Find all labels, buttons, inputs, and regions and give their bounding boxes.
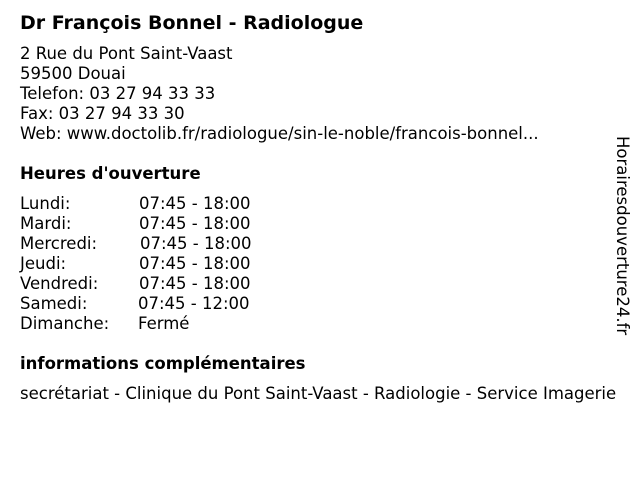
hours-row-monday [20,194,320,214]
hours-row-sunday [20,314,320,334]
site-watermark: Horairesdouverture24.fr [613,136,632,336]
day-label: Lundi: [20,194,71,213]
hours-row-tuesday [20,214,320,234]
time-value: 07:45 - 12:00 [138,294,250,313]
time-value: 07:45 - 18:00 [139,254,251,273]
hours-heading: Heures d'ouverture [20,164,201,183]
hours-row-friday [20,274,320,294]
street-address: 2 Rue du Pont Saint-Vaast [20,44,233,63]
day-label: Samedi: [20,294,88,313]
day-label: Vendredi: [20,274,99,293]
website-url: Web: www.doctolib.fr/radiologue/sin-le-noble/francois-bonnel... [20,124,539,143]
city: 59500 Douai [20,64,126,83]
time-value: 07:45 - 18:00 [140,234,252,253]
time-value: 07:45 - 18:00 [139,194,251,213]
day-label: Dimanche: [20,314,110,333]
hours-row-saturday [20,294,320,314]
time-value: 07:45 - 18:00 [139,274,251,293]
day-label: Mercredi: [20,234,98,253]
time-value: 07:45 - 18:00 [139,214,251,233]
day-label: Jeudi: [20,254,67,273]
hours-row-thursday [20,254,320,274]
address-block [20,44,539,144]
page-title: Dr François Bonnel - Radiologue [20,12,364,34]
hours-row-wednesday [20,234,320,254]
day-label: Mardi: [20,214,72,233]
fax-number: Fax: 03 27 94 33 30 [20,104,185,123]
opening-hours-list [20,194,320,334]
phone-number: Telefon: 03 27 94 33 33 [20,84,216,103]
info-description: secrétariat - Clinique du Pont Saint-Vaast - Radiologie - Service Imagerie [20,384,617,403]
info-heading: informations complémentaires [20,354,306,373]
time-value: Fermé [138,314,190,333]
